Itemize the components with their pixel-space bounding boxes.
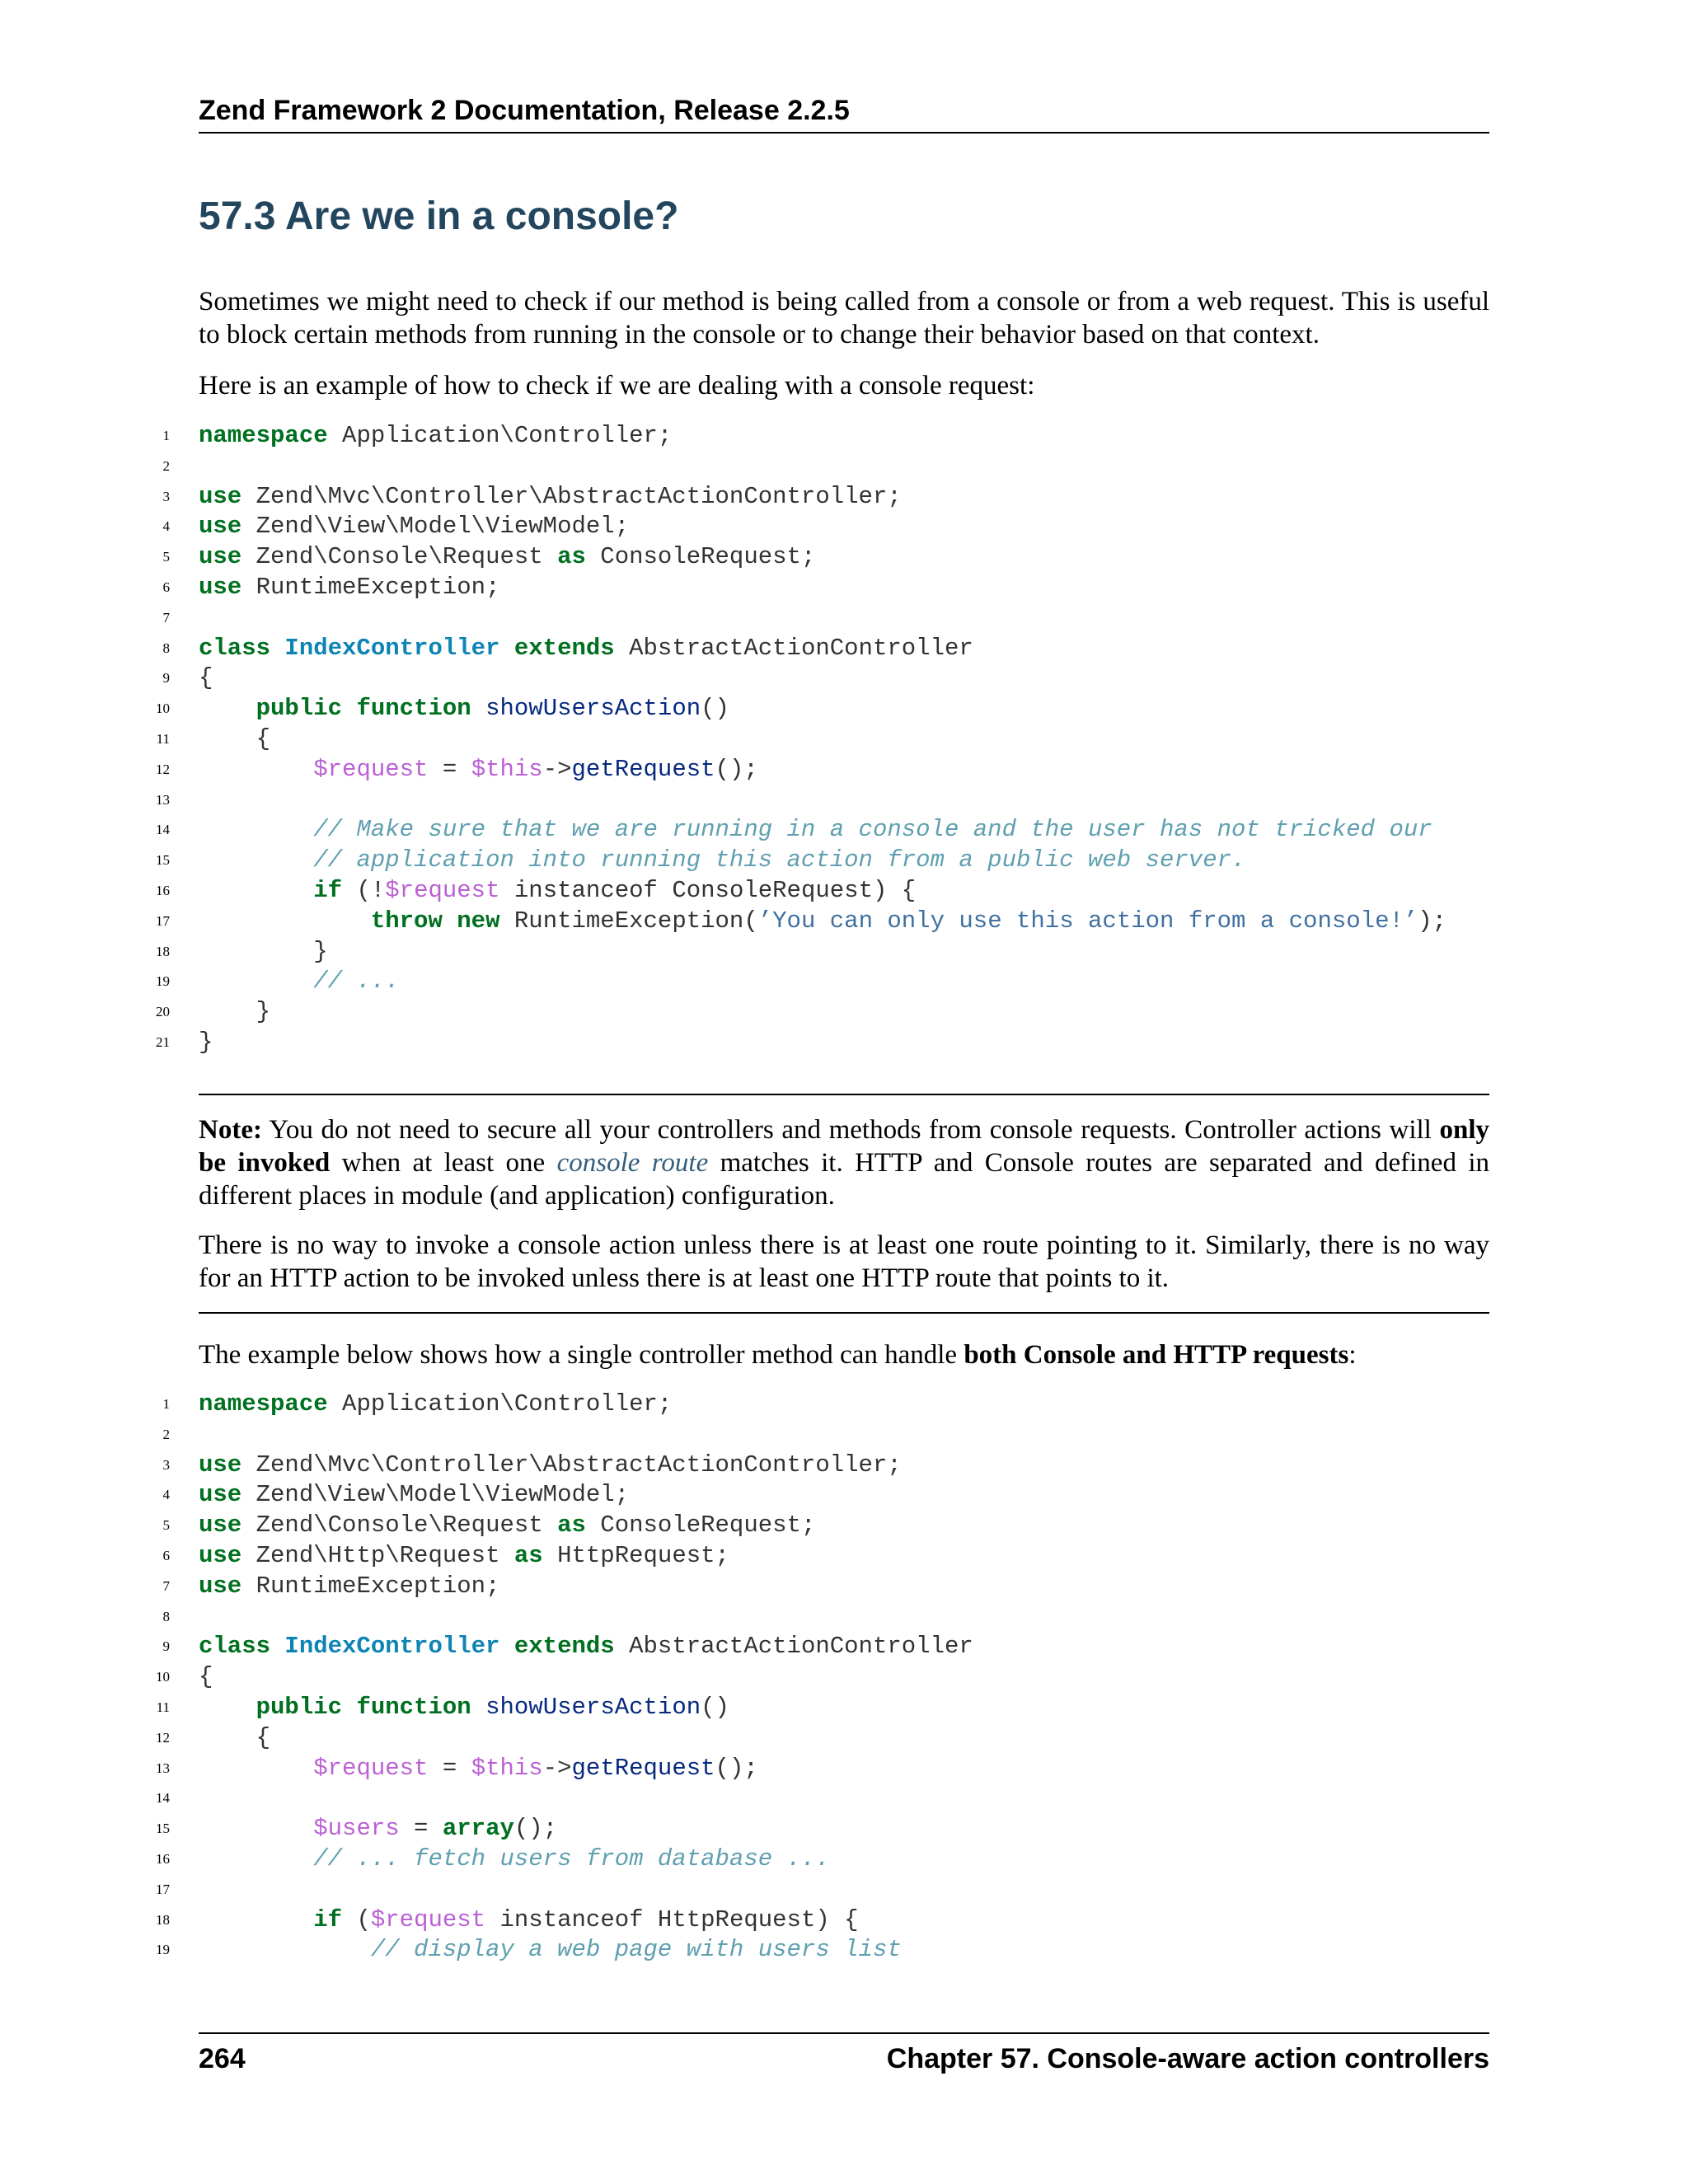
code-token: { — [199, 1723, 271, 1751]
line-number: 13 — [156, 1760, 170, 1776]
code-token — [199, 1815, 313, 1842]
code-token: } — [199, 1028, 213, 1056]
code-token: // ... — [313, 968, 400, 996]
line-number: 18 — [156, 1911, 170, 1928]
code-line — [0, 1844, 1490, 1875]
code-line — [0, 663, 1490, 694]
code-token: function — [356, 695, 471, 723]
code-token: getRequest — [571, 755, 715, 783]
code-line — [0, 1754, 1490, 1784]
code-token — [199, 907, 371, 935]
intro-paragraph: Sometimes we might need to check if our method is being called from a console or from a web request. This is useful to block certain methods from running in the console or to change their behavior based on that context. — [199, 287, 1489, 349]
code-token: Application\Controller; — [327, 422, 673, 449]
line-number: 3 — [162, 1456, 170, 1473]
code-token — [471, 695, 485, 722]
code-text — [199, 1814, 557, 1844]
code-token: HttpRequest; — [542, 1541, 729, 1569]
code-text — [199, 1905, 859, 1936]
code-line — [0, 1875, 1490, 1905]
code-token — [199, 816, 313, 843]
code-line — [0, 1541, 1490, 1572]
note-paragraph — [199, 1113, 1489, 1212]
code-token: Zend\Mvc\Controller\AbstractActionController; — [241, 482, 902, 510]
line-number: 10 — [156, 1669, 170, 1685]
code-text — [199, 1511, 815, 1541]
code-token: if — [313, 876, 343, 904]
code-line — [0, 1451, 1490, 1481]
intro-example-paragraph: Here is an example of how to check if we are dealing with a console request: — [199, 371, 1035, 401]
code-line — [0, 907, 1490, 937]
code-text — [199, 1541, 729, 1572]
code-line — [0, 573, 1490, 603]
code-token: use — [199, 1541, 242, 1569]
code-text — [199, 421, 672, 452]
code-token: $request — [370, 1905, 486, 1933]
code-token — [199, 1755, 313, 1782]
code-line — [0, 724, 1490, 755]
code-token: Application\Controller; — [327, 1390, 673, 1418]
line-number: 19 — [156, 1942, 170, 1958]
line-number: 11 — [156, 730, 170, 747]
line-number: 13 — [156, 791, 170, 808]
code-text — [199, 997, 270, 1028]
code-token: use — [199, 513, 242, 541]
line-number: 6 — [162, 579, 170, 595]
code-token: RuntimeException( — [499, 907, 758, 935]
line-number: 20 — [156, 1004, 170, 1020]
code-token: (); — [513, 1815, 558, 1843]
note-text-2: when at least one — [330, 1148, 557, 1178]
code-token: { — [199, 724, 271, 752]
code-line — [0, 512, 1490, 542]
code-token — [499, 635, 513, 662]
code-line — [0, 846, 1490, 876]
code-token: array — [442, 1815, 514, 1843]
note-text-1: You do not need to secure all your controllers and methods from console requests. Controller actions will — [261, 1115, 1440, 1145]
code-token: ( — [342, 1905, 371, 1933]
code-text — [199, 1390, 672, 1420]
code-token: // Make sure that we are running in a console and the user has not tricked our — [313, 816, 1432, 844]
code-text — [199, 1028, 213, 1058]
code-token: class — [199, 634, 271, 662]
code-line — [0, 1511, 1490, 1541]
code-token: (); — [715, 755, 758, 783]
line-number: 21 — [156, 1033, 170, 1050]
code-token: { — [199, 1663, 213, 1691]
code-token: Zend\Console\Request — [241, 543, 558, 571]
code-token: (! — [342, 876, 386, 904]
code-text — [199, 542, 815, 573]
note-paragraph-2: There is no way to invoke a console action unless there is at least one route pointing to it. Similarly, there is no way for an HTTP action to be invoked unless there is at least one HTTP route that points to it. — [199, 1230, 1489, 1293]
code-token: throw — [370, 907, 443, 935]
code-line — [0, 1480, 1490, 1511]
code-text — [199, 482, 902, 513]
line-number: 10 — [156, 701, 170, 717]
line-number: 1 — [162, 428, 170, 443]
code-token: $users — [313, 1815, 400, 1843]
code-token: $request — [313, 1754, 429, 1782]
code-token — [443, 907, 457, 935]
code-token: = — [428, 755, 471, 783]
page-footer — [199, 2032, 1489, 2077]
code-token: $request — [385, 876, 500, 904]
code-token — [471, 1694, 485, 1721]
code-token: ConsoleRequest; — [585, 1511, 816, 1540]
code-token: if — [313, 1905, 343, 1933]
line-number: 12 — [156, 1729, 170, 1746]
note-text-3: matches it. HTTP and Console routes are separated and defined in different places in module (and application) configuration. — [199, 1148, 1489, 1211]
code-token — [199, 877, 313, 904]
code-token: use — [199, 1481, 242, 1509]
code-line — [0, 785, 1490, 816]
line-number: 14 — [156, 1790, 170, 1807]
code-token: class — [199, 1633, 271, 1661]
code-token: ); — [1418, 907, 1447, 935]
code-token: Zend\View\Model\ViewModel; — [241, 1481, 630, 1509]
line-number: 12 — [156, 761, 170, 777]
code-token: use — [199, 1451, 242, 1479]
code-text — [199, 967, 400, 997]
code-line — [0, 1814, 1490, 1844]
code-token: $request — [313, 755, 429, 783]
code-token: = — [399, 1815, 443, 1843]
line-number: 9 — [162, 670, 170, 687]
code-text — [199, 937, 328, 968]
code-token — [199, 1694, 256, 1721]
code-token: Zend\Http\Request — [241, 1541, 514, 1569]
code-token: AbstractActionController — [614, 1633, 973, 1661]
code-text — [199, 1844, 830, 1875]
code-token: as — [513, 1541, 543, 1569]
code-line — [0, 421, 1490, 452]
line-number: 16 — [156, 1850, 170, 1867]
line-number: 2 — [162, 1426, 170, 1442]
code-token: AbstractActionController — [614, 634, 973, 662]
code-token — [199, 1936, 371, 1963]
code-token — [199, 756, 313, 783]
code-text — [199, 1662, 213, 1693]
code-token — [270, 635, 284, 662]
code-line — [0, 634, 1490, 664]
code-token: { — [199, 664, 213, 692]
code-token: $this — [471, 1754, 543, 1782]
line-number: 8 — [162, 640, 170, 656]
line-number: 7 — [162, 609, 170, 626]
line-number: 19 — [156, 973, 170, 990]
line-number: 1 — [162, 1396, 170, 1412]
line-number: 4 — [162, 1487, 170, 1503]
code-text — [199, 755, 758, 785]
code-token: showUsersAction — [485, 695, 701, 723]
code-token: // application into running this action from a public web server. — [313, 846, 1246, 874]
code-line — [0, 967, 1490, 997]
code-line — [0, 1723, 1490, 1754]
code-token: $this — [471, 755, 543, 783]
code-token: // display a web page with users list — [370, 1936, 902, 1964]
code-token: use — [199, 482, 242, 510]
code-text — [199, 876, 916, 907]
example-text-1: The example below shows how a single controller method can handle — [199, 1340, 964, 1370]
code-line — [0, 937, 1490, 968]
code-token — [199, 968, 313, 995]
code-token: () — [701, 1693, 729, 1721]
code-line — [0, 1632, 1490, 1662]
section-title: 57.3 Are we in a console? — [199, 194, 679, 238]
code-token: -> — [542, 755, 572, 783]
code-text — [199, 573, 499, 603]
code-line — [0, 1693, 1490, 1723]
code-token — [199, 846, 313, 874]
code-text — [199, 1451, 902, 1481]
code-text — [199, 1632, 973, 1662]
code-line — [0, 542, 1490, 573]
line-number: 9 — [162, 1638, 170, 1655]
note-bottom-rule — [199, 1312, 1489, 1314]
code-line — [0, 1028, 1490, 1058]
code-text — [199, 724, 270, 755]
line-number: 2 — [162, 457, 170, 474]
code-line — [0, 452, 1490, 482]
code-token: extends — [513, 634, 615, 662]
code-token — [199, 695, 256, 722]
code-token: namespace — [199, 422, 328, 449]
code-line — [0, 755, 1490, 785]
code-line — [0, 815, 1490, 846]
code-token — [199, 1906, 313, 1933]
code-token: public — [256, 695, 343, 723]
code-token — [342, 695, 356, 722]
code-token: Zend\View\Model\ViewModel; — [241, 513, 630, 541]
note-bold: only be invoked — [199, 1115, 1489, 1178]
code-token: RuntimeException; — [241, 573, 500, 601]
code-line — [0, 1420, 1490, 1451]
code-text — [199, 663, 213, 694]
code-token — [199, 1845, 313, 1872]
code-token: public — [256, 1693, 343, 1721]
code-token: as — [557, 543, 586, 571]
code-token: Zend\Console\Request — [241, 1511, 558, 1540]
code-text — [199, 1693, 729, 1723]
code-token — [270, 1633, 284, 1660]
line-number: 15 — [156, 1821, 170, 1837]
code-block-console-check — [0, 421, 1490, 1058]
code-token: use — [199, 1572, 242, 1600]
code-token: } — [199, 998, 271, 1026]
code-text — [199, 1723, 270, 1754]
code-token: as — [557, 1511, 586, 1540]
code-token: instanceof ConsoleRequest) { — [499, 876, 917, 904]
code-line — [0, 997, 1490, 1028]
code-token: getRequest — [571, 1754, 715, 1782]
code-token: function — [356, 1693, 471, 1721]
page-number: 264 — [199, 2043, 246, 2074]
line-number: 15 — [156, 852, 170, 869]
line-number: 5 — [162, 1517, 170, 1534]
line-number: 7 — [162, 1577, 170, 1594]
code-text — [199, 1480, 629, 1511]
code-token: IndexController — [284, 1633, 500, 1661]
code-token: = — [428, 1754, 471, 1782]
code-line — [0, 1390, 1490, 1420]
code-line — [0, 1572, 1490, 1602]
example-text-2: : — [1348, 1340, 1357, 1370]
code-token: Zend\Mvc\Controller\AbstractActionController; — [241, 1451, 902, 1479]
line-number: 3 — [162, 488, 170, 504]
code-token: ConsoleRequest; — [585, 543, 816, 571]
code-text — [199, 846, 1245, 876]
note-top-rule — [199, 1094, 1489, 1095]
code-token: showUsersAction — [485, 1693, 701, 1721]
line-number: 11 — [156, 1699, 170, 1715]
code-token: () — [701, 695, 729, 723]
code-line — [0, 1783, 1490, 1814]
code-line — [0, 1602, 1490, 1633]
code-token: use — [199, 1511, 242, 1540]
code-line — [0, 1935, 1490, 1966]
line-number: 18 — [156, 943, 170, 959]
code-token: // ... fetch users from database ... — [313, 1844, 830, 1872]
code-line — [0, 482, 1490, 513]
code-text — [199, 1572, 499, 1602]
console-route-link[interactable]: console route — [556, 1148, 709, 1178]
code-token: extends — [513, 1633, 615, 1661]
line-number: 16 — [156, 882, 170, 898]
code-text — [199, 694, 729, 724]
code-text — [199, 634, 973, 664]
note-label: Note: — [199, 1115, 262, 1145]
line-number: 4 — [162, 518, 170, 535]
code-line — [0, 1662, 1490, 1693]
line-number: 17 — [156, 1881, 170, 1897]
line-number: 17 — [156, 912, 170, 929]
code-token: namespace — [199, 1390, 328, 1418]
code-token: (); — [715, 1754, 758, 1782]
code-text — [199, 907, 1447, 937]
code-text — [199, 1754, 758, 1784]
code-line — [0, 1905, 1490, 1936]
line-number: 5 — [162, 549, 170, 565]
code-text — [199, 1935, 902, 1966]
chapter-title: Chapter 57. Console-aware action controllers — [886, 2043, 1489, 2074]
example-intro-paragraph — [199, 1338, 1489, 1371]
code-block-console-and-http — [0, 1390, 1490, 1966]
code-text — [199, 512, 629, 542]
code-token: RuntimeException; — [241, 1572, 500, 1600]
running-header: Zend Framework 2 Documentation, Release 2.2.5 — [199, 92, 1489, 134]
code-token: use — [199, 573, 242, 601]
example-bold: both Console and HTTP requests — [964, 1340, 1349, 1370]
code-token: ’You can only use this action from a console!’ — [757, 907, 1418, 935]
code-text — [199, 815, 1432, 846]
code-token: IndexController — [284, 634, 500, 662]
line-number: 8 — [162, 1608, 170, 1624]
code-token: instanceof HttpRequest) { — [485, 1905, 859, 1933]
code-token — [342, 1694, 356, 1721]
code-token: } — [199, 937, 328, 965]
line-number: 14 — [156, 822, 170, 838]
code-token — [499, 1633, 513, 1660]
code-token: new — [457, 907, 500, 935]
code-token: -> — [542, 1754, 572, 1782]
code-line — [0, 603, 1490, 634]
code-line — [0, 876, 1490, 907]
code-line — [0, 694, 1490, 724]
code-token: use — [199, 543, 242, 571]
line-number: 6 — [162, 1547, 170, 1563]
